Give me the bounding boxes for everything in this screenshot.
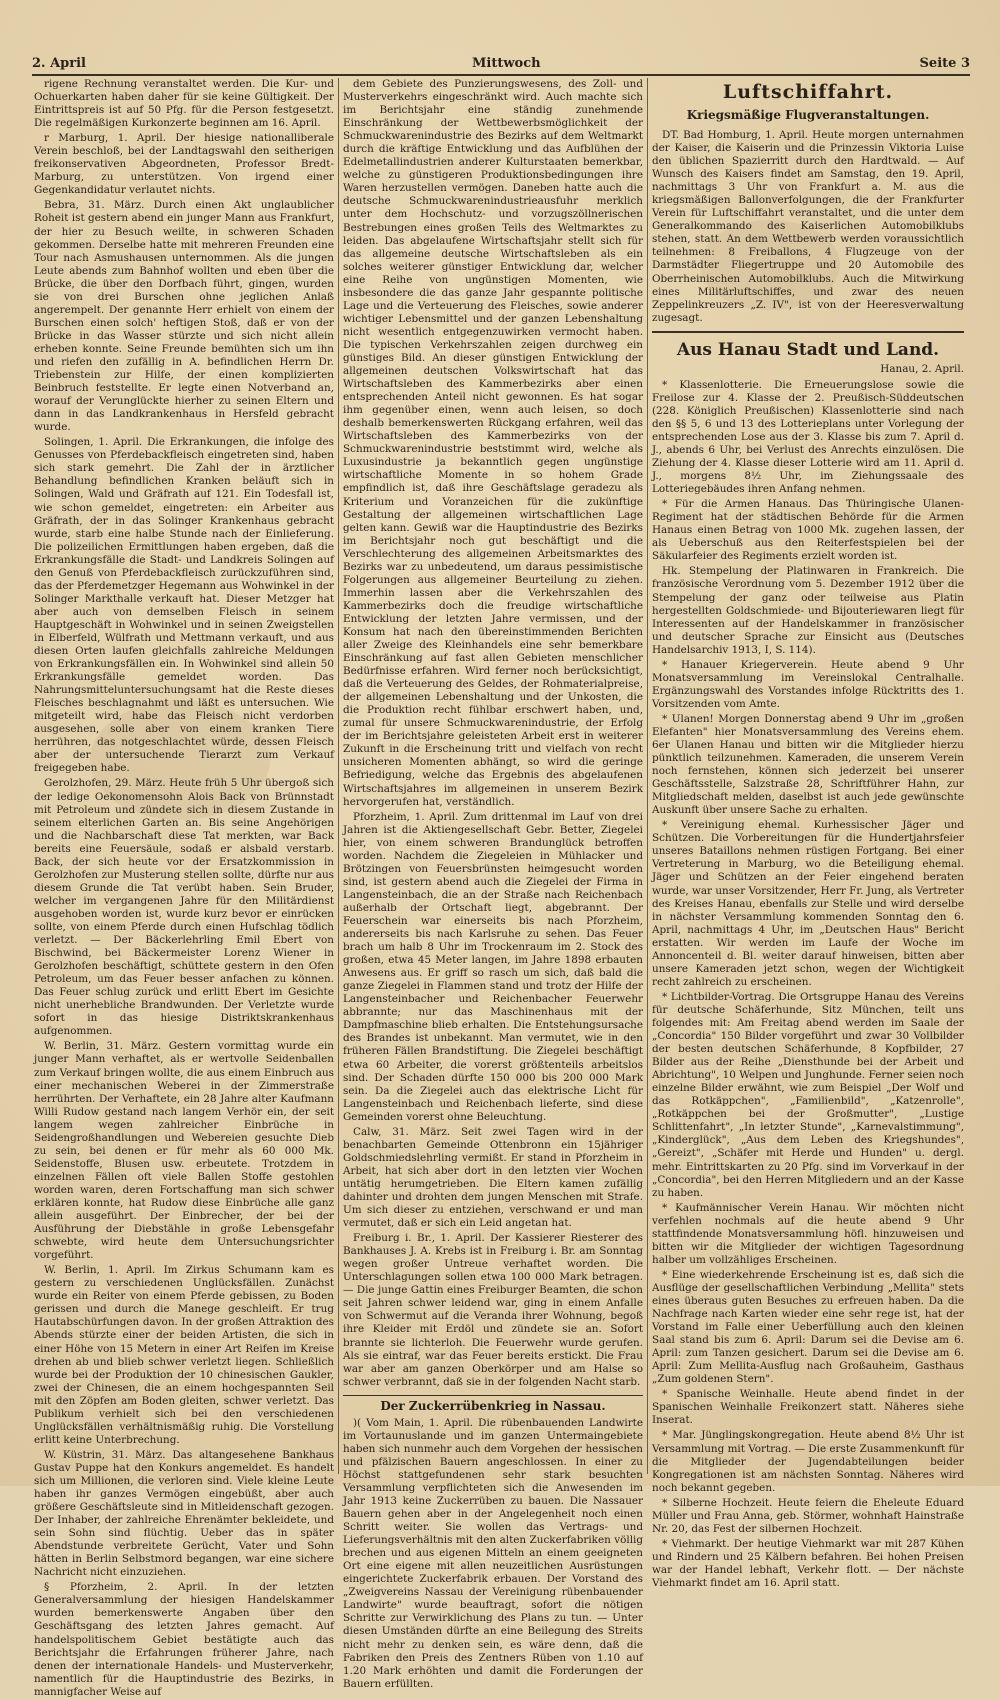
article-paragraph: Hk. Stempelung der Platinwaren in Frankreich. Die französische Verordnung vom 5. Dezember 1912 über die Stempelung der ganz oder teilweise aus Platin hergestellten Goldschmiede- und Bijouteriewaren liegt für Interessenten auf der Handelskammer in französischer und deutscher Sprache zur Einsicht aus (Deutsches Handelsarchiv 1913, I, S. 114). <box>652 565 964 656</box>
column-divider <box>338 78 339 1474</box>
article-paragraph: Calw, 31. März. Seit zwei Tagen wird in der benachbarten Gemeinde Ottenbronn ein 15jähriger Goldschmiedslehrling vermißt. Er stand in Pforzheim in Arbeit, hat sich aber dort in den letzten vier Wochen untätig herumgetrieben. Die Eltern kamen zufällig dahinter und drohten dem jungen Menschen mit Strafe. Um sich dieser zu entziehen, verschwand er und man vermutet, daß er sich ein Leid angetan hat. <box>343 1125 643 1230</box>
article-paragraph: * Mar. Jünglingskongregation. Heute abend 8½ Uhr ist Versammlung mit Vortrag. — Die erste Zusammenkunft für die Mitglieder der Jugendabteilungen beider Kongregationen ist am nächsten Sonntag. Näheres wird noch bekannt gegeben. <box>652 1429 964 1494</box>
column-3 <box>652 78 964 1589</box>
article-paragraph: dem Gebiete des Punzierungswesens, des Zoll- und Musterverkehrs eingeschränkt wird. Auch machte sich im Berichtsjahr eine ständig zunehmende Einschränkung der Wettbewerbsmöglichkeit der Schmuckwarenindustrie des Bezirks auf dem Weltmarkt durch die kräftige Entwicklung und das Aufblühen der Edelmetallindustrien anderer Kulturstaaten bemerkbar, welche zu günstigeren Produktionsbedingungen ihre Waren herzustellen vermögen. Daneben hatte auch die deutsche Schmuckwarenindustrieausfuhr merklich unter dem Hochschutz- und vorzugszöllnerischen Bestrebungen eines großen Teils des Weltmarktes zu leiden. Das abgelaufene Wirtschaftsjahr stellt sich für das allgemeine deutsche Wirtschaftsleben als ein solches weiterer günstiger Entwicklung dar, welcher eine Reihe von ungünstigen Momenten, wie insbesondere die das ganze Jahr gespannte politische Lage und die Verteuerung des Fleisches, sowie anderer wichtiger Lebensmittel und der ganzen Lebenshaltung nicht wesentlich entgegenzuwirken vermocht haben. Die typischen Verkehrszahlen zeigen durchweg ein günstiges Bild. An dieser günstigen Entwicklung der allgemeinen deutschen Volkswirtschaft hat das Wirtschaftsleben des Kammerbezirks aber einen entsprechenden Anteil nicht gewonnen. Es hat sogar ihm gegenüber einen, wenn auch leisen, so doch deshalb bemerkenswerten Rückgang erfahren, weil das Wirtschaftsleben des Kammerbezirks von der Schmuckwarenindustrie beststimmt wird, welche als Luxusindustrie ja bekanntlich gegen ungünstige wirtschaftliche Momente in so hohem Grade empfindlich ist, daß ihre Geschäftslage geradezu als Kriterium und Voranzeichen für die zukünftige Gestaltung der allgemeinen wirtschaftlichen Lage gelten kann. Gewiß war die Hauptindustrie des Bezirks im Berichtsjahr noch gut beschäftigt und die Verschlechterung des allgemeinen Arbeitsmarktes des Bezirks war zu unbedeutend, um daraus pessimistische Folgerungen aus allgemeiner Beurteilung zu ziehen. Immerhin lassen aber die Verkehrszahlen des Kammerbezirks doch die freudige wirtschaftliche Entwicklung der letzten Jahre vermissen, und der Konsum hat nach den übereinstimmenden Berichten aller Zweige des Kleinhandels eine sehr bemerkbare Einschränkung auf fast allen Gebieten menschlicher Bedürfnisse erfahren. Wird ferner noch berücksichtigt, daß die Verteuerung des Geldes, der Rohmaterialpreise, der allgemeinen Lebenshaltung und der Unkosten, die die Produktion recht fühlbar erschwert haben, und, zumal für unsere Schmuckwarenindustrie, der Erfolg der im Berichtsjahre geleisteten Arbeit erst in weiterer Zukunft in die Erscheinung tritt und vielfach von recht unsicheren Momenten abhängt, so wird die geringe Befriedigung, welche das Ergebnis des abgelaufenen Wirtschaftsjahres im allgemeinen in unserem Bezirk hervorgerufen hat, verständlich. <box>343 78 643 808</box>
article-paragraph: * Silberne Hochzeit. Heute feiern die Eheleute Eduard Müller und Frau Anna, geb. Störmer, wohnhaft Hainstraße Nr. 20, das Fest der silbernen Hochzeit. <box>652 1496 964 1535</box>
article-paragraph: * Hanauer Kriegerverein. Heute abend 9 Uhr Monatsversammlung im Vereinslokal Centralhalle. Ergänzungswahl des Vorstandes infolge Rücktritts des 1. Vorsitzenden vom Amte. <box>652 658 964 710</box>
column-2 <box>343 78 643 1690</box>
article-paragraph: Pforzheim, 1. April. Zum drittenmal im Lauf von drei Jahren ist die Aktiengesellschaft Gebr. Better, Ziegelei hier, von einem schweren Brandunglück betroffen worden. Nachdem die Ziegeleien in Mühlacker und Brötzingen von Feuersbrünsten heimgesucht worden sind, ist gestern abend auch die Ziegelei der Firma in Langensteinbach, die an der Straße nach Reichenbach außerhalb der Ortschaft liegt, abgebrannt. Der Feuerschein war einerseits bis nach Pforzheim, andererseits bis nach Karlsruhe zu sehen. Das Feuer brach um halb 8 Uhr im Trockenraum im 2. Stock des großen, etwa 45 Meter langen, im Jahre 1898 erbauten Anwesens aus. Er griff so rasch um sich, daß bald die ganze Ziegelei in Flammen stand und trotz der Hilfe der Langensteinbacher und Reichenbacher Feuerwehr abbrannte; nur das Maschinenhaus mit der Dampfmaschine blieb erhalten. Die Entstehungsursache des Brandes ist unbekannt. Man vermutet, wie in den früheren Fällen Brandstiftung. Die Ziegelei beschäftigt etwa 60 Arbeiter, die vorerst größtenteils arbeitslos sind. Der Schaden dürfte 150 000 bis 200 000 Mark sein. Da die Ziegelei auch das elektrische Licht für Langensteinbach und Reichenbach lieferte, sind diese Gemeinden vorerst ohne Beleuchtung. <box>343 810 643 1123</box>
article-paragraph: Freiburg i. Br., 1. April. Der Kassierer Riesterer des Bankhauses J. A. Krebs ist in Freiburg i. Br. am Sonntag wegen großer Untreue verhaftet worden. Die Unterschlagungen sollen etwa 100 000 Mark betragen. — Die junge Gattin eines Freiburger Beamten, die schon seit Jahren schwer leidend war, ging in einem Anfalle von Schwermut auf die Veranda ihrer Wohnung, begoß ihre Kleider mit Erdöl und zündete sie an. Sofort brannte sie lichterloh. Die Feuerwehr wurde gerufen. Als sie eintraf, war das Feuer bereits erstickt. Die Frau war aber am ganzen Oberkörper und am Halse so schwer verbrannt, daß sie in der folgenden Nacht starb. <box>343 1232 643 1388</box>
article-paragraph: * Für die Armen Hanaus. Das Thüringische Ulanen-Regiment hat der städtischen Behörde für die Armen Hanaus einen Betrag von 1000 Mk. zugehen lassen, der als Ueberschuß aus den Reiterfestspielen bei der Säkularfeier des Regiments erzielt worden ist. <box>652 498 964 563</box>
column-1 <box>34 78 334 1698</box>
article-headline: Der Zuckerrübenkrieg in Nassau. <box>343 1395 643 1413</box>
header-date: 2. April <box>32 56 86 71</box>
article-paragraph: W. Berlin, 1. April. Im Zirkus Schumann kam es gestern zu verschiedenen Unglücksfällen. Zunächst wurde ein Reiter von einem Pferde gebissen, zu Boden gerissen und durch die Manege geschleift. Er trug Hautabschürfungen davon. In der großen Attraktion des Abends stürzte einer der beiden Artisten, die sich in einer Höhe von 15 Metern in einer Art Reifen im Kreise drehen ab und blieb schwer verletzt liegen. Schließlich wurde bei der Produktion der 10 chinesischen Gaukler, zwei der Chinesen, die an einem hochgespannten Seil mit den Zöpfen am Boden gleiten, schwer verletzt. Das Publikum verhielt sich bei den verschiedenen Unglücksfällen verhältnismäßig ruhig. Die Vorstellung erlitt keine Unterbrechung. <box>34 1264 334 1446</box>
article-paragraph: * Vereinigung ehemal. Kurhessischer Jäger und Schützen. Die Vorbereitungen für die Hundertjahrsfeier unseres Bataillons nehmen rüstigen Fortgang. Bei einer Vertreterung in Marburg, wo die Beteiligung ehemal. Jäger und Schützen an der Feier eingehend beraten wurde, war unser Vorsitzender, Herr Fr. Jung, als Vertreter des Kreises Hanau, ebenfalls zur Stelle und wird derselbe in nächster Versammlung kommenden Sonntag den 6. April, nachmittags 4 Uhr, im „Deutschen Haus" Bericht erstatten. Wir werden im Laufe der Woche im Annoncenteil d. Bl. weiter darauf hinweisen, bitten aber unsere Kameraden jetzt schon, wegen der Wichtigkeit recht zahlreich zu erscheinen. <box>652 819 964 988</box>
section-title-local: Aus Hanau Stadt und Land. <box>652 331 964 361</box>
article-paragraph: * Spanische Weinhalle. Heute abend findet in der Spanischen Weinhalle Freikonzert statt. Näheres siehe Inserat. <box>652 1388 964 1427</box>
article-paragraph: * Ulanen! Morgen Donnerstag abend 9 Uhr im „großen Elefanten" hier Monatsversammlung des Vereins ehem. 6er Ulanen Hanau und bitten wir die Mitglieder hierzu pünktlich teilzunehmen. Kameraden, die unserem Verein noch fernstehen, können sich jederzeit bei unserer Geschäftsstelle, Salzstraße 28, Schriftführer Hahn, zur Mitgliedschaft melden, daselbst ist auch jede gewünschte Auskunft über unsere Sache zu erhalten. <box>652 712 964 817</box>
article-paragraph: § Pforzheim, 2. April. In der letzten Generalversammlung der hiesigen Handelskammer wurden bemerkenswerte Angaben über den Geschäftsgang des letzten Jahres gemacht. Auf handelspolitischem Gebiet bestätigte auch das Berichtsjahr die Erfahrungen früherer Jahre, nach denen der internationale Handels- und Musterverkehr, namentlich für die Hauptindustrie des Bezirks, in mannigfacher Weise auf <box>34 1581 334 1698</box>
article-paragraph: * Viehmarkt. Der heutige Viehmarkt war mit 287 Kühen und Rindern und 25 Kälbern befahren. Bei hohen Preisen war der Handel lebhaft, Verkehr flott. — Der nächste Viehmarkt findet am 16. April statt. <box>652 1537 964 1589</box>
dateline: Hanau, 2. April. <box>880 362 964 375</box>
article-paragraph: )( Vom Main, 1. April. Die rübenbauenden Landwirte im Vortaunuslande und im ganzen Untermaingebiete haben sich nunmehr auch dem Vorgehen der hessischen und pfälzischen Bauern angeschlossen. In einer zu Höchst stattgefundenen sehr stark besuchten Versammlung verpflichteten sich die Anwesenden im Jahr 1913 keine Zuckerrüben zu bauen. Die Nassauer Bauern gehen aber in der Angelegenheit noch einen Schritt weiter. Sie wollen das Vertrags- und Lieferungsverhältnis mit den alten Zuckerfabriken völlig brechen und aus eigenen Mitteln an einem geeigneten Ort eine eigene mit allen neuzeitlichen Ausrüstungen eingerichtete Zuckerfabrik erbauen. Der Vorstand des „Zweigvereins Nassau der Vereinigung rübenbauender Landwirte" wurde beauftragt, sofort die nötigen Schritte zur Verwirklichung des Plans zu tun. — Unter diesen Umständen dürfte an eine Beilegung des Streits nicht mehr zu denken sein, es wäre denn, daß die Fabriken den Preis des Zentners Rüben von 1.10 auf 1.20 Mark erhöhten und damit die Forderungen der Bauern erfüllten. <box>343 1416 643 1690</box>
article-paragraph: * Klassenlotterie. Die Erneuerungslose sowie die Freilose zur 4. Klasse der 2. Preußisch-Süddeutschen (228. Königlich Preußischen) Klassenlotterie sind nach den §§ 5, 6 und 13 des Lotterieplans unter Vorlegung der entsprechenden Lose aus der 3. Klasse bis zum 7. April d. J., abends 6 Uhr, bei Verlust des Anrechts einzulösen. Die Ziehung der 4. Klasse dieser Lotterie wird am 11. April d. J., morgens 8½ Uhr, im Ziehungssaale des Lotteriegebäudes ihren Anfang nehmen. <box>652 378 964 496</box>
article-paragraph: * Kaufmännischer Verein Hanau. Wir möchten nicht verfehlen nochmals auf die heute abend 9 Uhr stattfindende Monatsversammlung höfl. hinzuweisen und bitten wir die Mitglieder der wichtigen Tagesordnung halber um vollzähliges Erscheinen. <box>652 1201 964 1266</box>
page-header <box>32 56 970 76</box>
section-title-aviation: Luftschiffahrt. <box>722 81 894 103</box>
article-paragraph: Bebra, 31. März. Durch einen Akt unglaublicher Roheit ist gestern abend ein junger Mann aus Frankfurt, der hier zu Besuch weilte, in schweren Schaden gekommen. Derselbe hatte mit mehreren Freunden eine Tour nach Asmushausen unternommen. Als die jungen Leute abends zum Bahnhof wollten und eben über die Brücke, die über den Dorfbach führt, gingen, wurden sie von drei Burschen ohne jeglichen Anlaß angerempelt. Der genannte Herr erhielt von einem der Burschen einen solch' heftigen Stoß, daß er von der Brücke in das Wasser stürzte und sich nicht allein erheben konnte. Seine Freunde bemühten sich um ihn und riefen den zufällig in A. befindlichen Herrn Dr. Triebenstein zur Hilfe, der einen komplizierten Beinbruch feststellte. Er legte einen Notverband an, worauf der Verunglückte hierher zu seinen Eltern und dann in das Landkrankenhaus in Hersfeld gebracht wurde. <box>34 199 334 434</box>
article-paragraph: W. Küstrin, 31. März. Das altangesehene Bankhaus Gustav Puppe hat den Konkurs angemeldet. Es handelt sich um Millionen, die verloren sind. Viele kleine Leute haben ihr ganzes Vermögen eingebüßt, aber auch größere Geschäftsleute sind in Mitleidenschaft gezogen. Der Inhaber, der zahlreiche Ehrenämter bekleidete, und sein Sohn sind flüchtig. Ueber das in später Abendstunde verbreitete Gerücht, Vater und Sohn hätten in Berlin Selbstmord begangen, war eine sichere Nachricht nicht einzuziehen. <box>34 1448 334 1579</box>
article-paragraph: r Marburg, 1. April. Der hiesige nationalliberale Verein beschloß, bei der Landtagswahl den seitherigen freikonservativen Abgeordneten, Professor Bredt-Marburg, zu unterstützen. Von irgend einer Gegenkandidatur verlautet nichts. <box>34 132 334 197</box>
column-divider <box>647 78 648 1474</box>
article-paragraph: DT. Bad Homburg, 1. April. Heute morgen unternahmen der Kaiser, die Kaiserin und die Prinzessin Viktoria Luise den üblichen Spazierritt durch den Hardtwald. — Auf Wunsch des Kaisers findet am Samstag, den 19. April, nachmittags 3 Uhr von Frankfurt a. M. aus die kriegsmäßigen Ballonverfolgungen, die der Frankfurter Verein für Luftschiffahrt veranstaltet, und die unter dem Generalkommando des Kaiserlichen Automobilklubs stehen, statt. An dem Wettbewerb werden voraussichtlich teilnehmen: 8 Freiballons, 4 Flugzeuge von der Darmstädter Fliegertruppe und 20 Automobile des Oberrheinischen Automobilklubs. Auch die Mitwirkung eines Militärluftschiffes, und zwar des neuen Zeppelinkreuzers „Z. IV", ist von der Heeresverwaltung zugesagt. <box>652 129 964 324</box>
article-subtitle: Kriegsmäßige Flugveranstaltungen. <box>686 108 930 122</box>
article-paragraph: W. Berlin, 31. März. Gestern vormittag wurde ein junger Mann verhaftet, als er wertvolle Seidenballen zum Verkauf bringen wollte, die aus einem Einbruch aus einer mechanischen Weberei in der Zimmerstraße herrührten. Der Verhaftete, ein 28 Jahre alter Kaufmann Willi Rudow gestand nach langem Verhör ein, der seit langem wegen zahlreicher Einbrüche in Seidengroßhandlungen und Webereien gesuchte Dieb zu sein, bei denen er für mehr als 60 000 Mk. Seidenstoffe, Blusen usw. erbeutete. Trotzdem in einzelnen Fällen oft viele Ballen Stoffe gestohlen worden waren, deren Fortschaffung man sich schwer erklären konnte, hat Rudow diese Einbrüche alle ganz allein ausgeführt. Der Einbrecher, der bei der Ausführung der Diebstähle in große Lebensgefahr schwebte, wird heute dem Untersuchungsrichter vorgeführt. <box>34 1040 334 1262</box>
article-paragraph: rigene Rechnung veranstaltet werden. Die Kur- und Ochuerkarten haben daher für sie keine Gültigkeit. Der Eintrittspreis ist auf 50 Pfg. für die Person festgesetzt. Die regelmäßigen Kurkonzerte beginnen am 16. April. <box>34 78 334 130</box>
article-paragraph: Solingen, 1. April. Die Erkrankungen, die infolge des Genusses von Pferdebackfleisch eingetreten sind, haben sich stark gemehrt. Die Zahl der in ärztlicher Behandlung befindlichen Kranken beläuft sich in Solingen, Wald und Gräfrath auf 121. Ein Todesfall ist, wie schon gemeldet, eingetreten: ein Arbeiter aus Gräfrath, der in das Solinger Krankenhaus gebracht wurde, starb eine halbe Stunde nach der Einlieferung. Die polizeilichen Ermittlungen haben ergeben, daß die Erkrankungsfälle die Stadt- und Landkreis Solingen auf den Genuß von Pferdebackfleisch zurückzuführen sind, das der Pferdemetzger Hegemann aus Wohwinkel in der Solinger Markthalle verkauft hat. Dieser Metzger hat aber auch von demselben Fleisch in seinem Hauptgeschäft in Wohwinkel und in seinen Zweigstellen in Elberfeld, Wülfrath und Mettmann verkauft, und aus diesen Orten laufen gleichfalls zahlreiche Meldungen von Erkrankungsfällen ein. In Wohwinkel sind allein 50 Erkrankungsfälle gemeldet worden. Das Nahrungsmitteluntersuchungsamt hat die Reste dieses Fleisches beschlagnahmt und läßt es untersuchen. Wie mitgeteilt wird, habe das Fleisch nicht verdorben ausgesehen, solle aber von einem kranken Tiere herrühren, das notgeschlachtet würde, dessen Fleisch aber der untersuchende Tierarzt zum Verkauf freigegeben habe. <box>34 436 334 775</box>
article-paragraph: * Eine wiederkehrende Erscheinung ist es, daß sich die Ausflüge der gesellschaftlichen Verbindung „Mellita" stets eines überaus guten Besuches zu erfreuen haben. Da die Nachfrage nach Karten wieder eine sehr rege ist, hat der Vorstand im Falle einer Ueberfüllung auch den kleinen Saal stand bis zum 6. April: Darum sei die Devise am 6. April: zum Tanzen gesichert. Darum sei die Devise am 6. April: Zum Mellita-Ausflug nach Großauheim, Gasthaus „Zum goldenen Stern". <box>652 1268 964 1386</box>
header-page-number: Seite 3 <box>919 56 970 71</box>
article-paragraph: * Lichtbilder-Vortrag. Die Ortsgruppe Hanau des Vereins für deutsche Schäferhunde, Sitz München, teilt uns folgendes mit: Am Freitag abend werden im Saale der „Concordia" 150 Bilder vorgeführt und zwar 30 Vollbilder der besten deutschen Schäferhunde, 8 Kopfbilder, 27 Bilder aus der Reihe „Diensthunde bei der Arbeit und Abrichtung", 10 Welpen und Junghunde. Ferner seien noch einzelne Bilder erwähnt, wie zum Beispiel „Der Wolf und das Rotkäppchen", „Familienbild", „Katzenrolle", „Rotkäppchen bei der Großmutter", „Lustige Schlittenfahrt", „In letzter Stunde", „Karnevalstimmung", „Kinderglück", „Aus dem Leben des Kriegshundes", „Gereizt", „Schäfer mit Herde und Hunden" u. dergl. mehr. Eintrittskarten zu 20 Pfg. sind im Vorverkauf in der „Concordia", bei den Herren Mitgliedern und an der Kasse zu haben. <box>652 990 964 1199</box>
article-paragraph: Gerolzhofen, 29. März. Heute früh 5 Uhr übergoß sich der ledige Oekonomensohn Alois Back von Brünnstadt mit Petroleum und zündete sich in diesem Zustande in seinem elterlichen Garten an. Bis seine Angehörigen und die Nachbarschaft diese Tat merkten, war Back bereits eine Feuersäule, sodaß er alsbald verstarb. Back, der sich heute vor der Ersatzkommission in Gerolzhofen zur Musterung stellen sollte, dürfte nur aus diesem Grunde die Tat verübt haben. Sein Bruder, welcher im vergangenen Jahre für den Militärdienst ausgehoben worden ist, wurde kurz bevor er einrücken sollte, von einem Pferde durch einen Hufschlag tödlich verletzt. — Der Bäckerlehrling Emil Ebert von Bischwind, bei Bäckermeister Lorenz Wiener in Gerolzhofen beschäftigt, schüttete gestern in den Ofen Petroleum, um das Feuer besser anfachen zu können. Das Feuer schlug zurück und erlitt Ebert im Gesichte nicht unerhebliche Brandwunden. Der Verletzte wurde sofort in das hiesige Distriktskrankenhaus aufgenommen. <box>34 777 334 1038</box>
header-weekday: Mittwoch <box>472 56 541 71</box>
